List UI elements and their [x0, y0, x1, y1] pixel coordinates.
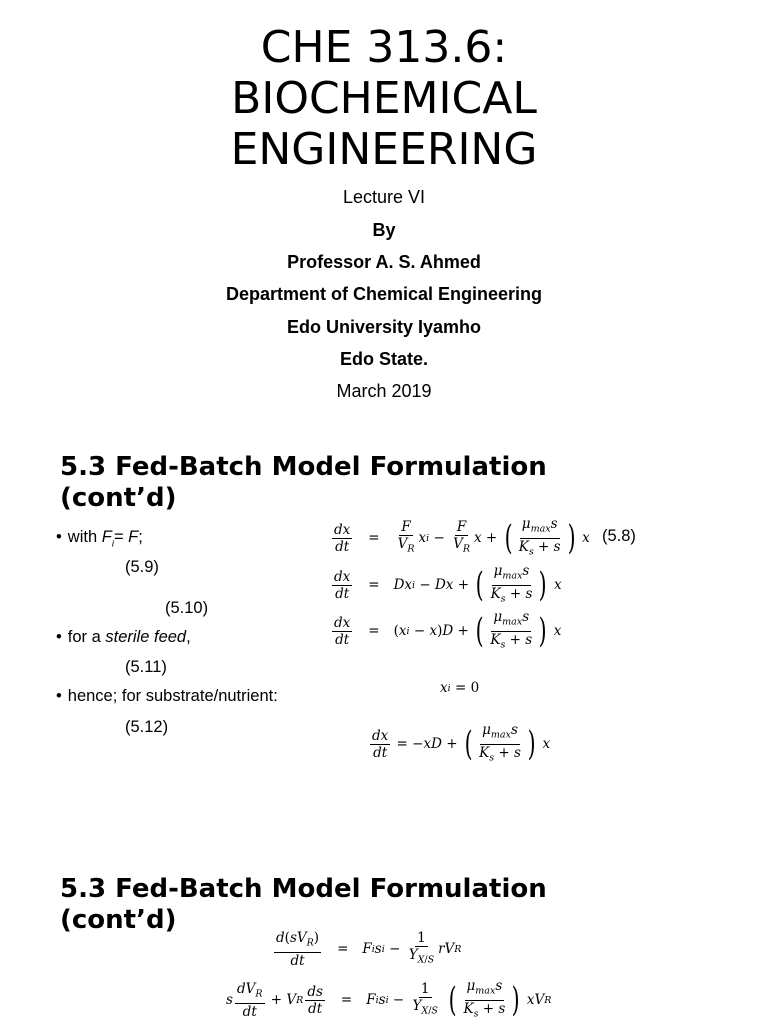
- bullet-dot: •: [56, 628, 62, 646]
- department-name: Department of Chemical Engineering: [225, 284, 543, 304]
- equation-substrate-balance-1: $\frac{d(sV_R)}{dt}$ = F i s i − $\frac{1}{Y_{X/S}}$ rV R: [276, 930, 462, 969]
- section-heading-line-1: 5.3 Fed-Batch Model Formulation: [60, 874, 547, 904]
- equation-substrate-balance-2: s $\frac{dV_R}{dt}$ + V R $\frac{ds}{dt}$ = F i s i − $\frac{1}{Y_{X/S}}$ ( $\frac{\mu_{max}s}{K_s + s}$ ) xV R: [226, 978, 552, 1021]
- by-label: By: [372, 220, 396, 240]
- equation-5-10: $\frac{dx}{dt}$ = ( x i − x ) D + ( $\frac{\mu_{max}s}{K_s + s}$ ) x: [334, 609, 562, 652]
- eq-number-5-9: (5.9): [125, 558, 159, 576]
- eq-number-5-8: (5.8): [602, 527, 636, 545]
- bullet-substrate: • hence; for substrate/nutrient:: [56, 687, 278, 705]
- lecture-label: Lecture VI: [342, 187, 426, 207]
- university-name: Edo University Iyamho: [286, 317, 482, 337]
- state-name: Edo State.: [339, 349, 428, 369]
- equation-5-11: x i = 0: [440, 680, 480, 696]
- section-heading-line-2: (cont’d): [60, 483, 177, 513]
- title-line-2: BIOCHEMICAL: [231, 73, 537, 124]
- eq-number-5-12: (5.12): [125, 718, 169, 736]
- title-line-1: CHE 313.6:: [260, 22, 508, 73]
- bullet-dot: •: [56, 687, 62, 705]
- eq-number-5-11: (5.11): [125, 658, 167, 676]
- eq-number-5-10: (5.10): [165, 599, 209, 617]
- section-heading: [60, 452, 720, 514]
- author-name: Professor A. S. Ahmed: [287, 252, 481, 272]
- equation-5-9: $\frac{dx}{dt}$ = Dx i − Dx + ( $\frac{\mu_{max}s}{K_s + s}$ ) x: [334, 563, 562, 606]
- bullet-with-fi: • with $F_i= F$;: [56, 528, 143, 550]
- section-heading: [60, 874, 720, 936]
- bullet-dot: •: [56, 528, 62, 546]
- equation-5-8: $\frac{dx}{dt}$ = $\frac{F}{V_R}$ x i − $\frac{F}{V_R}$ x + ( $\frac{\mu_{max}s}{K_s + s}$ ) x: [334, 516, 590, 559]
- section-heading-line-2: (cont’d): [60, 905, 177, 935]
- section-heading-line-1: 5.3 Fed-Batch Model Formulation: [60, 452, 547, 482]
- title-line-3: ENGINEERING: [230, 124, 538, 175]
- lecture-date: March 2019: [336, 381, 432, 401]
- bullet-sterile-feed: • for a sterile feed,: [56, 628, 191, 646]
- course-title: [0, 22, 768, 175]
- equation-5-12: $\frac{dx}{dt}$ = − xD + ( $\frac{\mu_{max}s}{K_s + s}$ ) x: [372, 722, 551, 765]
